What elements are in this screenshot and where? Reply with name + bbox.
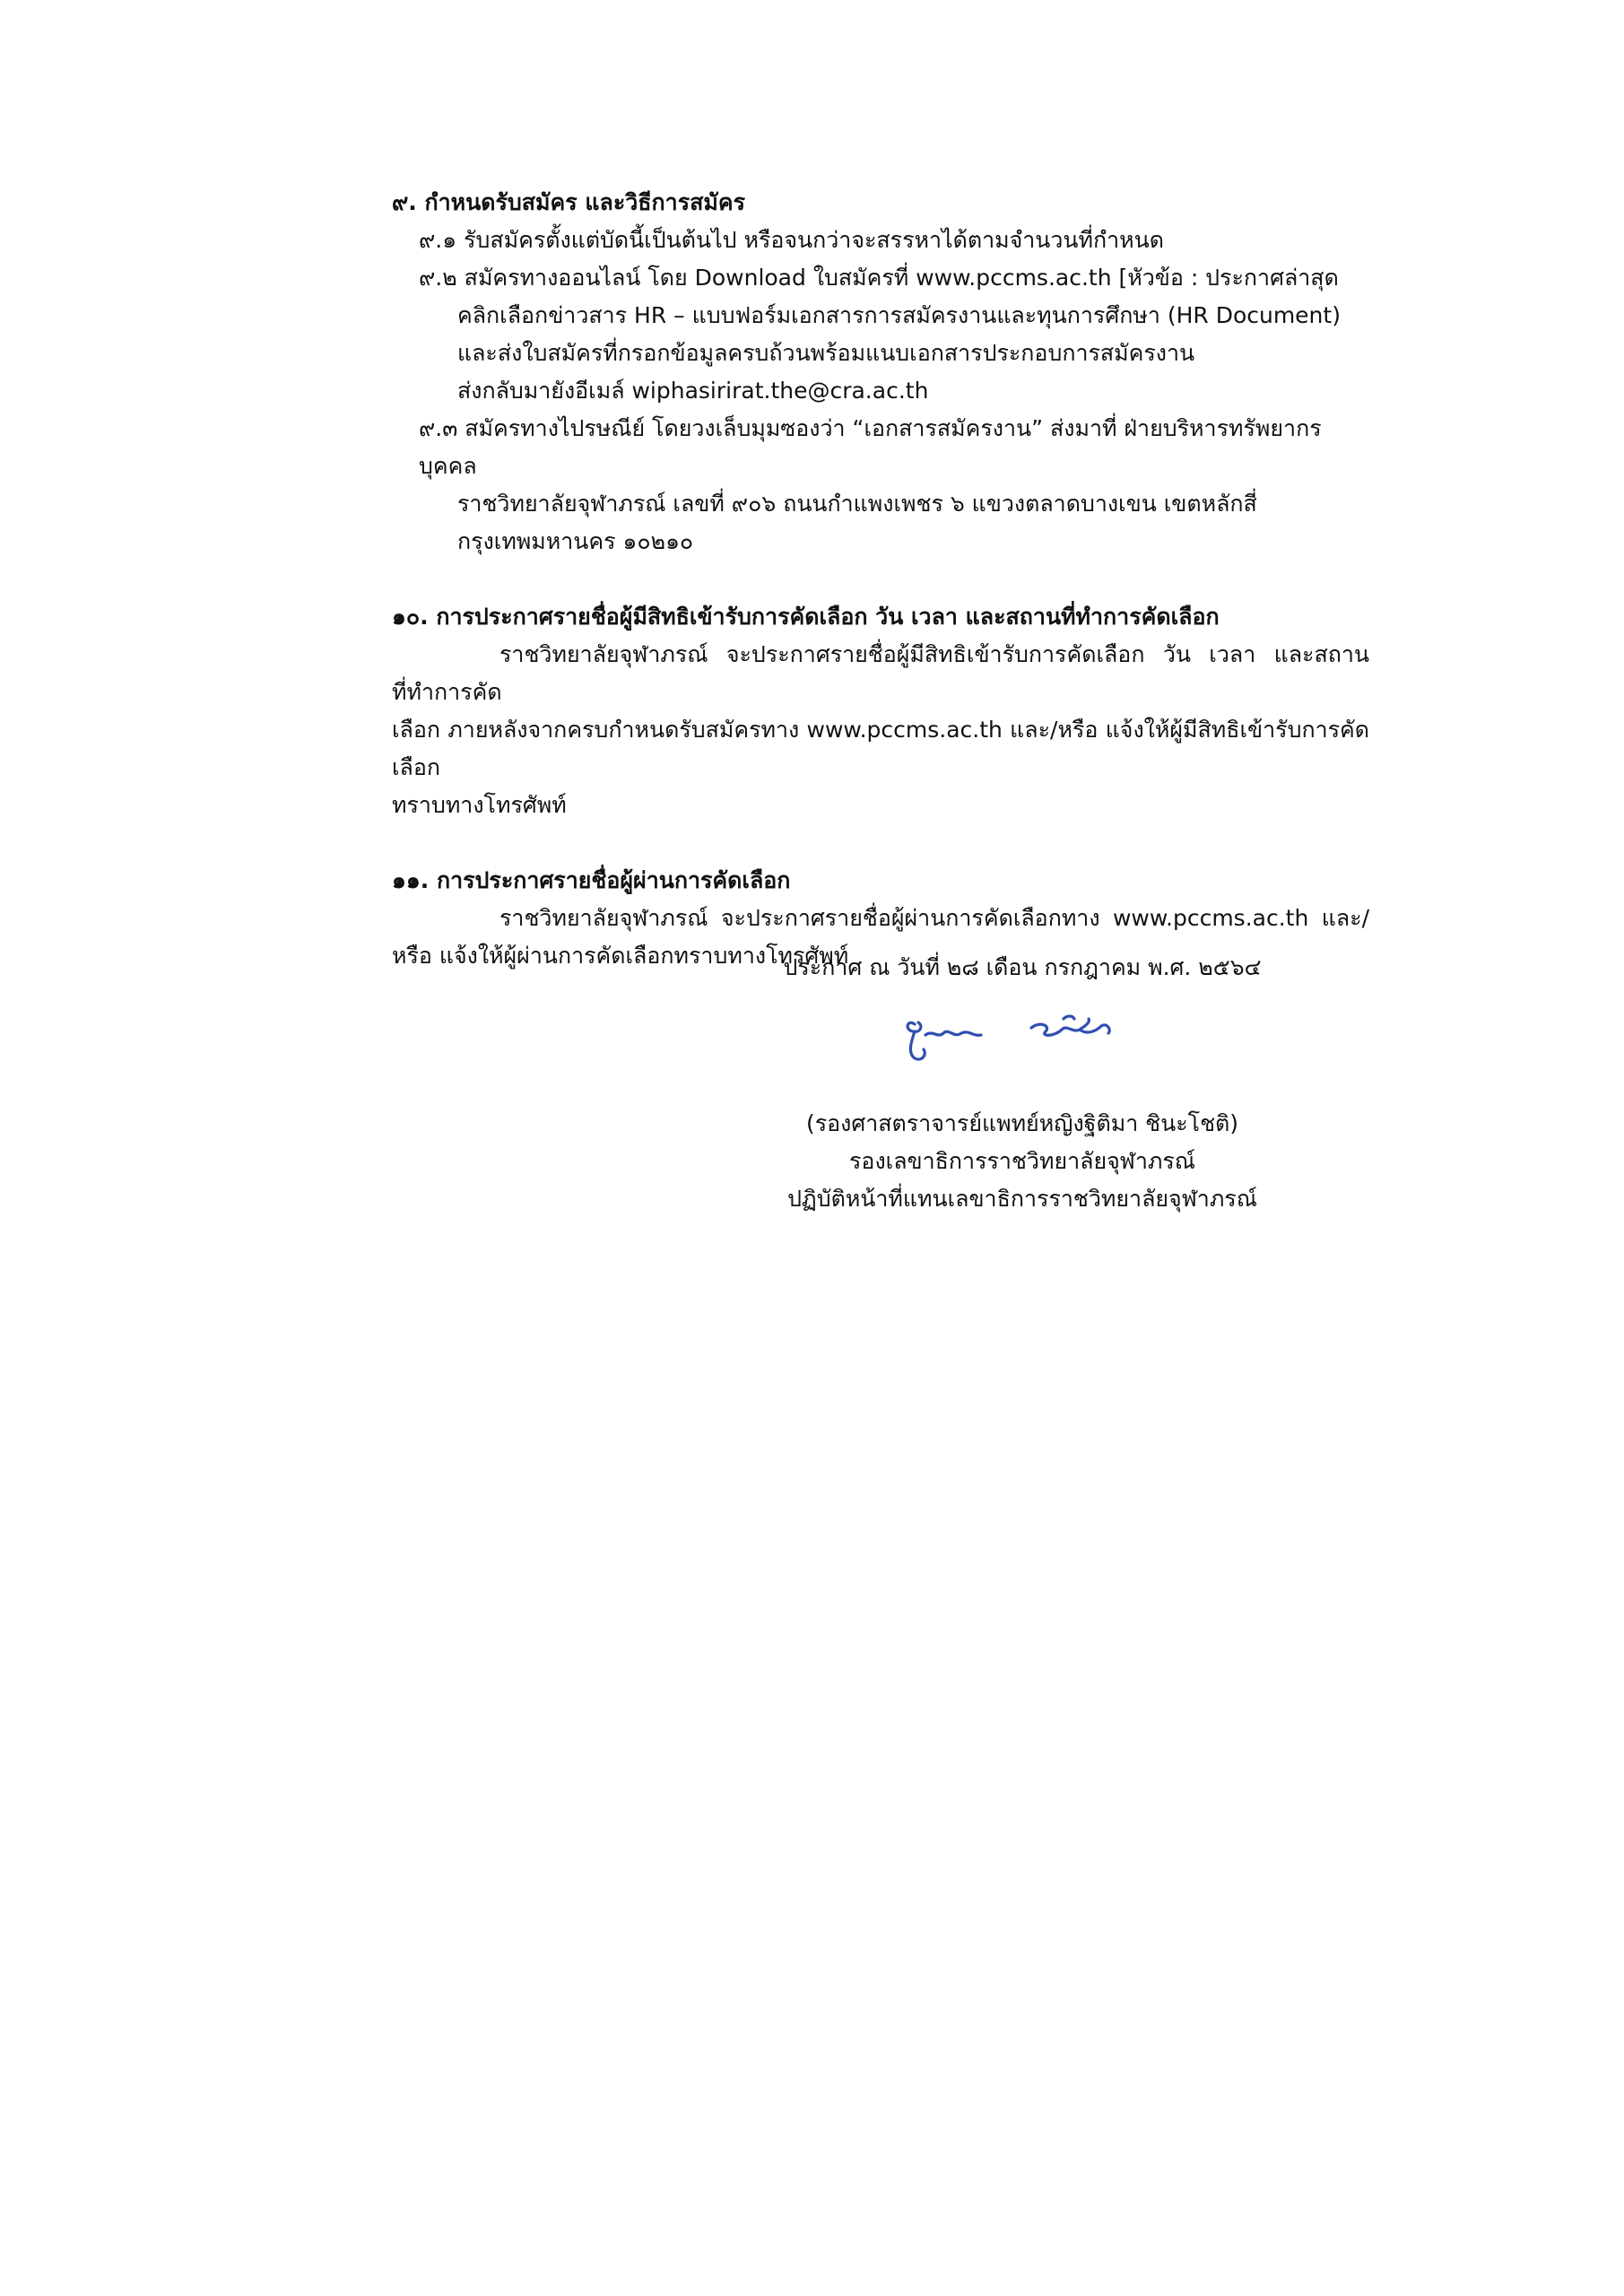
section-10-line-2: เลือก ภายหลังจากครบกำหนดรับสมัครทาง www.pccms.ac.th และ/หรือ แจ้งให้ผู้มีสิทธิเข้ารับการคัดเลือก (392, 717, 1369, 780)
announcement-date: ประกาศ ณ วันที่ ๒๘ เดือน กรกฎาคม พ.ศ. ๒๕๖๔ (783, 954, 1262, 980)
section-10-line-1: ราชวิทยาลัยจุฬาภรณ์ จะประกาศรายชื่อผู้มีสิทธิเข้ารับการคัดเลือก วัน เวลา และสถานที่ทำการคัด (392, 641, 1369, 705)
section-9-item-2-line-3: และส่งใบสมัครที่กรอกข้อมูลครบถ้วนพร้อมแนบเอกสารประกอบการสมัครงาน (457, 340, 1195, 366)
section-9-heading: ๙. กำหนดรับสมัคร และวิธีการสมัคร (392, 189, 746, 215)
section-9-item-3-line-3: กรุงเทพมหานคร ๑๐๒๑๐ (457, 528, 694, 554)
spacer (392, 824, 1369, 862)
signatory-name: (รองศาสตราจารย์แพทย์หญิงฐิติมา ชินะโชติ) (805, 1110, 1239, 1136)
spacer (392, 561, 1369, 598)
section-11-heading: ๑๑. การประกาศรายชื่อผู้ผ่านการคัดเลือก (392, 867, 791, 893)
section-9-item-3-line-1: ๙.๓ สมัครทางไปรษณีย์ โดยวงเล็บมุมซองว่า “เอกสารสมัครงาน” ส่งมาที่ ฝ่ายบริหารทรัพยากรบุคคล (419, 415, 1322, 479)
section-9-item-1: ๙.๑ รับสมัครตั้งแต่บัดนี้เป็นต้นไป หรือจนกว่าจะสรรหาได้ตามจำนวนที่กำหนด (419, 227, 1164, 253)
handwritten-signature (888, 999, 1157, 1071)
document-body (392, 184, 1369, 975)
section-10-heading: ๑๐. การประกาศรายชื่อผู้มีสิทธิเข้ารับการคัดเลือก วัน เวลา และสถานที่ทำการคัดเลือก (392, 604, 1220, 630)
section-11-line-2: หรือ แจ้งให้ผู้ผ่านการคัดเลือกทราบทางโทรศัพท์ (392, 943, 849, 969)
signatory-title-1: รองเลขาธิการราชวิทยาลัยจุฬาภรณ์ (849, 1148, 1195, 1174)
section-11-line-1: ราชวิทยาลัยจุฬาภรณ์ จะประกาศรายชื่อผู้ผ่านการคัดเลือกทาง www.pccms.ac.th และ/ (499, 905, 1369, 931)
section-9-item-2-line-1: ๙.๒ สมัครทางออนไลน์ โดย Download ใบสมัครที่ www.pccms.ac.th [หัวข้อ : ประกาศล่าสุด (419, 265, 1339, 291)
signature-strokes (908, 1016, 1109, 1059)
section-10-line-3: ทราบทางโทรศัพท์ (392, 792, 567, 818)
section-9-item-3-line-2: ราชวิทยาลัยจุฬาภรณ์ เลขที่ ๙๐๖ ถนนกำแพงเพชร ๖ แขวงตลาดบางเขน เขตหลักสี่ (457, 491, 1257, 517)
signature-block (771, 949, 1273, 1218)
section-9-item-2-line-2: คลิกเลือกข่าวสาร HR – แบบฟอร์มเอกสารการสมัครงานและทุนการศึกษา (HR Document) (457, 302, 1341, 328)
signatory-title-2: ปฏิบัติหน้าที่แทนเลขาธิการราชวิทยาลัยจุฬาภรณ์ (787, 1186, 1257, 1212)
section-9-item-2-line-4: ส่งกลับมายังอีเมล์ wiphasirirat.the@cra.ac.th (457, 378, 929, 404)
